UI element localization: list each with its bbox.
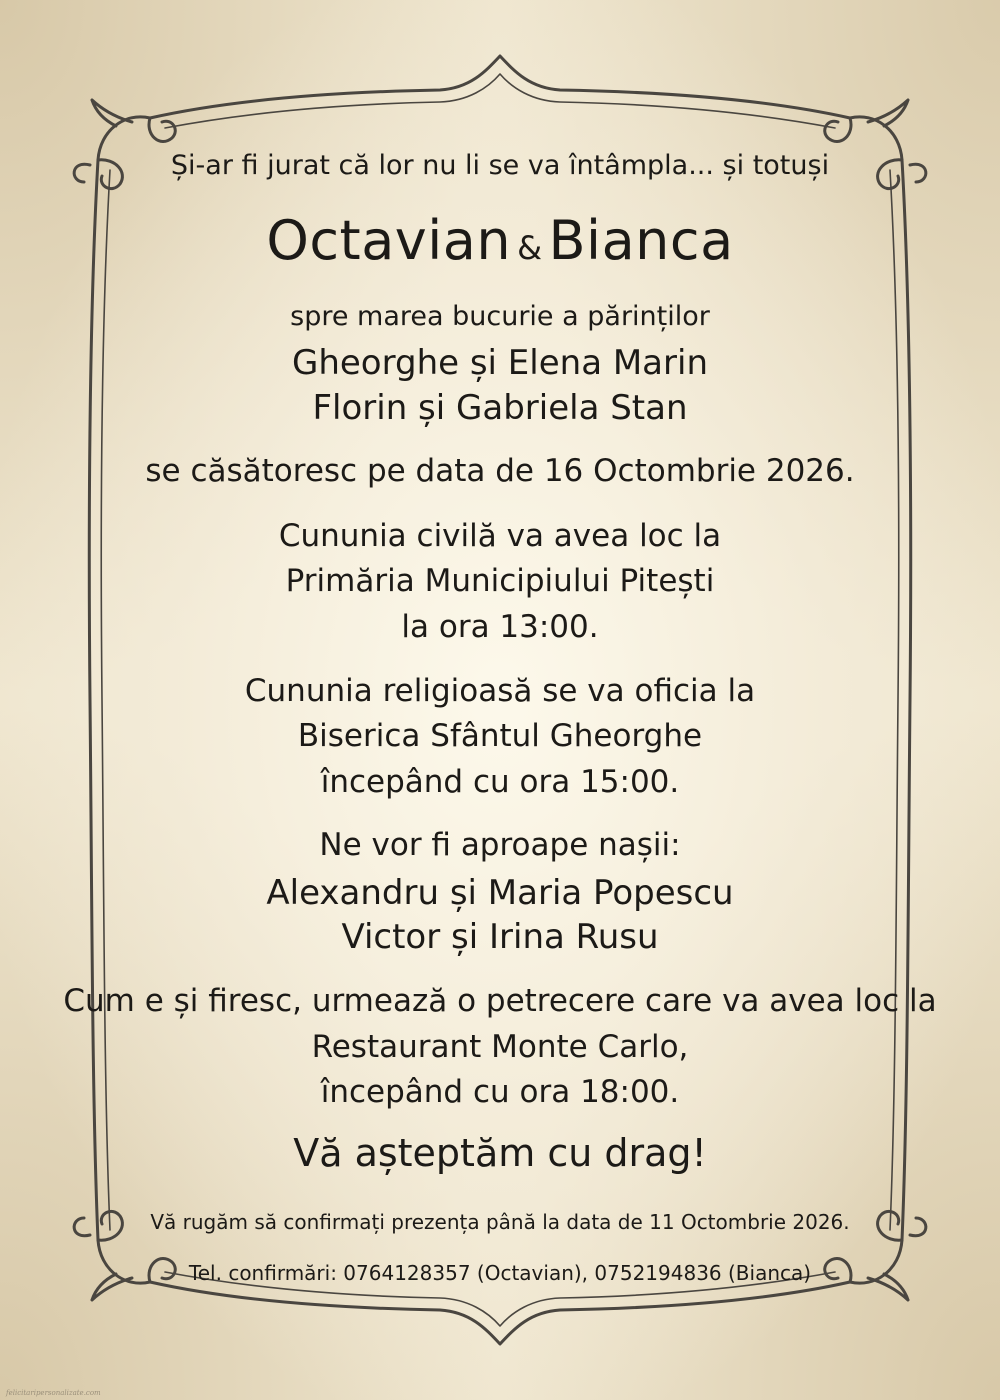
closing-line: Vă așteptăm cu drag! — [293, 1131, 707, 1175]
parents-intro: spre marea bucurie a părinților — [290, 301, 710, 332]
godparents-intro: Ne vor fi aproape nașii: — [319, 827, 681, 863]
couple-names — [0, 209, 1000, 272]
parents-line-2: Florin și Gabriela Stan — [312, 388, 688, 428]
civil-line-2: Primăria Municipiului Pitești — [285, 563, 715, 599]
civil-line-3: la ora 13:00. — [401, 609, 599, 645]
godparents-line-1: Alexandru și Maria Popescu — [266, 873, 734, 913]
civil-line-1: Cununia civilă va avea loc la — [278, 518, 722, 554]
groom-name: Octavian — [266, 209, 512, 272]
religious-line-1: Cununia religioasă se va oficia la — [244, 673, 756, 709]
rsvp-line: Vă rugăm să confirmați prezența până la data de 11 Octombrie 2026. — [150, 1210, 850, 1234]
parents-line-1: Gheorghe și Elena Marin — [291, 343, 708, 383]
ampersand: & — [517, 229, 543, 267]
bride-name: Bianca — [548, 209, 734, 272]
godparents-line-2: Victor și Irina Rusu — [341, 917, 659, 957]
intro-line: Și-ar fi jurat că lor nu li se va întâmpla... și totuși — [170, 150, 830, 181]
religious-line-2: Biserica Sfântul Gheorghe — [297, 718, 703, 754]
wedding-date: se căsătoresc pe data de 16 Octombrie 2026. — [145, 453, 855, 489]
party-line-2: Restaurant Monte Carlo, — [311, 1029, 689, 1065]
phone-line: Tel. confirmări: 0764128357 (Octavian), 0752194836 (Bianca) — [188, 1261, 812, 1285]
party-line-1: Cum e și firesc, urmează o petrecere care va avea loc la — [63, 983, 937, 1019]
watermark: felicitaripersonalizate.com — [6, 1389, 101, 1397]
religious-line-3: începând cu ora 15:00. — [320, 764, 680, 800]
party-line-3: începând cu ora 18:00. — [320, 1074, 680, 1110]
